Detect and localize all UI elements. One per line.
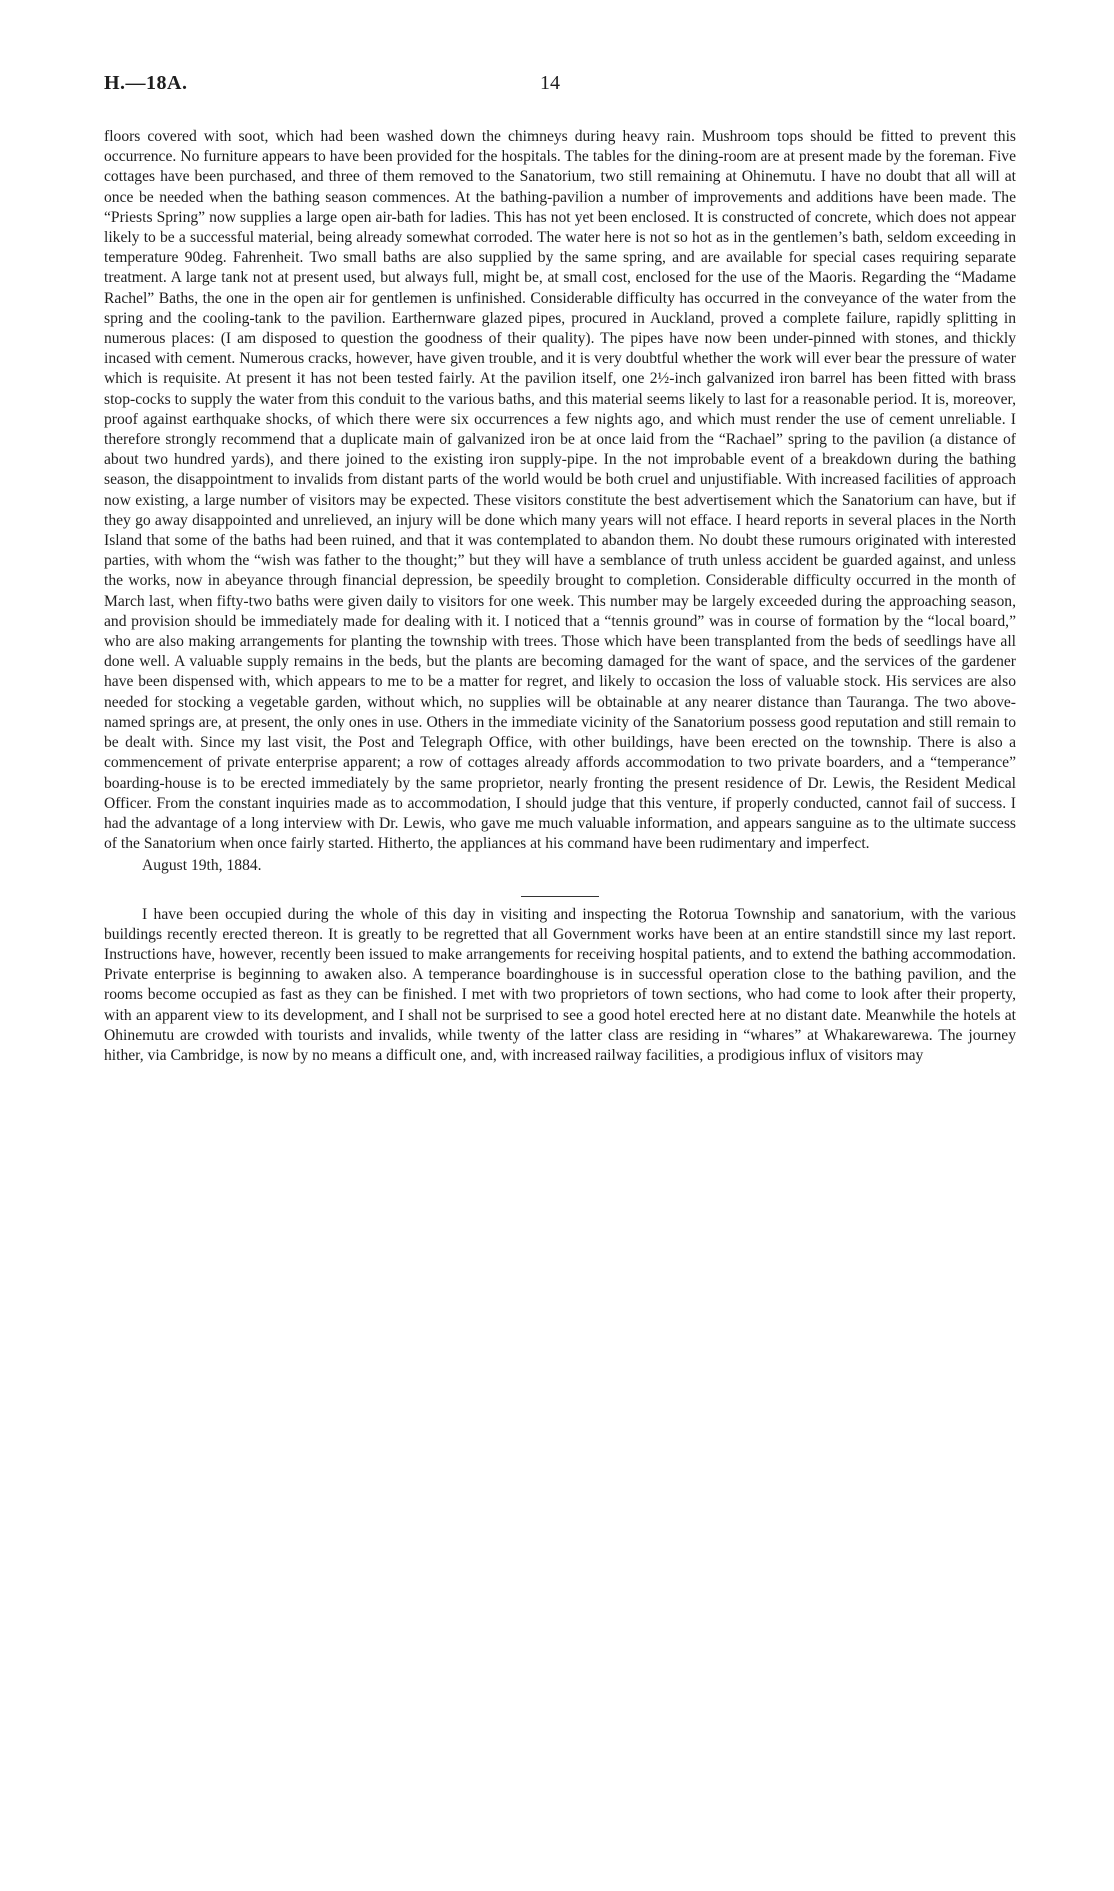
report-paragraph-2: I have been occupied during the whole of this day in visiting and inspecting the Rotorua Township and sanatorium, with the various buildings recently erected thereon. It is greatly to be regretted that all Government works have been at an entire standstill since my last report. Instructions have, however, recently been issued to make arrangements for receiving hospital patients, and to extend the bathing accommodation. Private enterprise is beginning to awaken also. A temperance boardinghouse is in successful operation close to the bathing pavilion, and the rooms become occupied as fast as they can be finished. I met with two proprietors of town sections, who had come to look after their property, with an apparent view to its development, and I shall not be surprised to see a good hotel erected here at no distant date. Meanwhile the hotels at Ohinemutu are crowded with tourists and invalids, while twenty of the latter class are residing in “whares” at Whakarewarewa. The journey hither, via Cambridge, is now by no means a difficult one, and, with increased railway facilities, a prodigious influx of visitors may — [104, 905, 1016, 1064]
page-number: 14 — [540, 72, 560, 94]
document-reference: H.—18A. — [104, 72, 188, 94]
dateline: August 19th, 1884. — [142, 857, 262, 875]
report-paragraph-1: floors covered with soot, which had been washed down the chimneys during heavy rain. Mushroom tops should be fitted to prevent this occurrence. No furniture appears to have been provided for the hospitals. The tables for the dining-room are at present made by the foreman. Five cottages have been purchased, and three of them removed to the Sanatorium, two still remaining at Ohinemutu. I have no doubt that all will at once be needed when the bathing season commences. At the bathing-pavilion a number of improvements and additions have been made. The “Priests Spring” now supplies a large open air-bath for ladies. This has not yet been enclosed. It is constructed of concrete, which does not appear likely to be a successful material, being already somewhat corroded. The water here is not so hot as in the gentlemen’s bath, seldom exceeding in temperature 90deg. Fahrenheit. Two small baths are also supplied by the same spring, and are available for special cases requiring separate treatment. A large tank not at present used, but always full, might be, at small cost, enclosed for the use of the Maoris. Regarding the “Madame Rachel” Baths, the one in the open air for gentlemen is unfinished. Considerable difficulty has occurred in the conveyance of the water from the spring and the cooling-tank to the pavilion. Earthernware glazed pipes, procured in Auckland, proved a complete failure, rapidly splitting in numerous places: (I am disposed to question the goodness of their quality). The pipes have now been under-pinned with stones, and thickly incased with cement. Numerous cracks, however, have given trouble, and it is very doubtful whether the work will ever bear the pressure of water which is requisite. At present it has not been tested fairly. At the pavilion itself, one 2½-inch galvanized iron barrel has been fitted with brass stop-cocks to supply the water from this conduit to the various baths, and this material seems likely to last for a reasonable period. It is, moreover, proof against earthquake shocks, of which there were six occurrences a few nights ago, and which must render the use of cement unreliable. I therefore strongly recommend that a duplicate main of galvanized iron be at once laid from the “Rachael” spring to the pavilion (a distance of about two hundred yards), and there joined to the existing iron supply-pipe. In the not improbable event of a breakdown during the bathing season, the disappointment to invalids from distant parts of the world would be both cruel and unjustifiable. With increased facilities of approach now existing, a large number of visitors may be expected. These visitors constitute the best advertisement which the Sanatorium can have, but if they go away disappointed and unrelieved, an injury will be done which many years will not efface. I heard reports in several places in the North Island that some of the baths had been ruined, and that it was contemplated to abandon them. No doubt these rumours originated with interested parties, with whom the “wish was father to the thought;” but they will have a semblance of truth unless accident be guarded against, and unless the works, now in abeyance through financial depression, be speedily brought to completion. Considerable difficulty occurred in the month of March last, when fifty-two baths were given daily to visitors for one week. This number may be largely exceeded during the approaching season, and provision should be immediately made for dealing with it. I noticed that a “tennis ground” was in course of formation by the “local board,” who are also making arrangements for planting the township with trees. Those which have been transplanted from the beds of seedlings have all done well. A valuable supply remains in the beds, but the plants are becoming damaged for the want of space, and the services of the gardener have been dispensed with, which appears to me to be a matter for regret, and likely to occasion the loss of valuable stock. His services are also needed for stocking a vegetable garden, without which, no supplies will be obtainable at any nearer distance than Tauranga. The two above-named springs are, at present, the only ones in use. Others in the immediate vicinity of the Sanatorium possess good reputation and still remain to be dealt with. Since my last visit, the Post and Telegraph Office, with other buildings, have been erected on the township. There is also a commencement of private enterprise apparent; a row of cottages already affords accommodation to two private boarders, and a “temperance” boarding-house is to be erected immediately by the same proprietor, nearly fronting the present residence of Dr. Lewis, the Resident Medical Officer. From the constant inquiries made as to accommodation, I should judge that this venture, if properly conducted, cannot fail of success. I had the advantage of a long interview with Dr. Lewis, who gave me much valuable information, and appears sanguine as to the ultimate success of the Sanatorium when once fairly started. Hitherto, the appliances at his command have been rudimentary and imperfect. — [104, 128, 1016, 853]
page-header — [0, 72, 1114, 102]
page-body — [104, 127, 1016, 1066]
section-divider — [521, 896, 599, 897]
